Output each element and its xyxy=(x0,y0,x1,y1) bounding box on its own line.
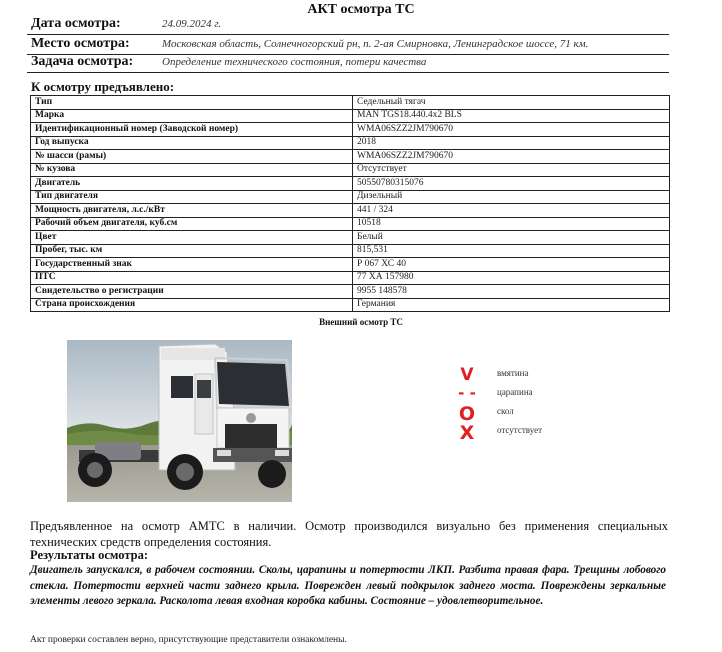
legend-item xyxy=(455,403,605,425)
spec-value: MAN TGS18.440.4x2 BLS xyxy=(353,109,670,123)
spec-value: Отсутствует xyxy=(353,163,670,177)
spec-value: WMA06SZZ2JM790670 xyxy=(353,123,670,137)
spec-key: Идентификационный номер (Заводской номер) xyxy=(31,123,353,137)
legend-label: скол xyxy=(497,406,514,416)
table-row xyxy=(31,190,670,204)
truck-photo xyxy=(67,340,292,502)
legend-label: отсутствует xyxy=(497,425,543,435)
spec-value: 2018 xyxy=(353,136,670,150)
spec-value: Дизельный xyxy=(353,190,670,204)
table-row xyxy=(31,150,670,164)
spec-key: ПТС xyxy=(31,271,353,285)
spec-key: Тип двигателя xyxy=(31,190,353,204)
spec-key: Цвет xyxy=(31,231,353,245)
table-row xyxy=(31,96,670,110)
header-label: Дата осмотра: xyxy=(31,16,121,31)
spec-value: Белый xyxy=(353,231,670,245)
spec-value: 441 / 324 xyxy=(353,204,670,218)
header-label: Задача осмотра: xyxy=(31,54,134,69)
chip-icon: O xyxy=(458,403,476,425)
legend-item xyxy=(455,365,605,383)
header-value: Определение технического состояния, потери качества xyxy=(162,56,427,68)
spec-key: Мощность двигателя, л.с./кВт xyxy=(31,204,353,218)
table-row xyxy=(31,123,670,137)
inspection-paragraph: Предъявленное на осмотр АМТС в наличии. Осмотр производился визуально без применения специальных технических средств определения состояния. xyxy=(30,519,668,549)
scratch-icon: - - xyxy=(458,384,476,402)
spec-value: 815,531 xyxy=(353,244,670,258)
document-title: АКТ осмотра ТС xyxy=(307,2,415,17)
legend-label: вмятина xyxy=(497,368,529,378)
header-row-date xyxy=(27,16,669,35)
spec-key: Свидетельство о регистрации xyxy=(31,285,353,299)
legend-label: царапина xyxy=(497,387,533,397)
spec-key: Государственный знак xyxy=(31,258,353,272)
spec-value: Германия xyxy=(353,298,670,312)
table-row xyxy=(31,177,670,191)
spec-key: Страна происхождения xyxy=(31,298,353,312)
table-row xyxy=(31,258,670,272)
table-row xyxy=(31,231,670,245)
spec-value: 10518 xyxy=(353,217,670,231)
spec-value: 50550780315076 xyxy=(353,177,670,191)
spec-value: 77 ХА 157980 xyxy=(353,271,670,285)
header-value: Московская область, Солнечногорский рн, п. 2-ая Смирновка, Ленинградское шоссе, 71 км. xyxy=(162,38,589,50)
spec-key: № кузова xyxy=(31,163,353,177)
table-row xyxy=(31,136,670,150)
spec-value: WMA06SZZ2JM790670 xyxy=(353,150,670,164)
legend-item xyxy=(455,384,605,402)
header-row-place xyxy=(27,36,669,55)
table-row xyxy=(31,109,670,123)
spec-key: Тип xyxy=(31,96,353,110)
spec-key: Марка xyxy=(31,109,353,123)
external-inspection-title: Внешний осмотр ТС xyxy=(319,317,403,327)
spec-key: Год выпуска xyxy=(31,136,353,150)
section-title: К осмотру предъявлено: xyxy=(31,79,175,94)
table-row xyxy=(31,271,670,285)
table-row xyxy=(31,285,670,299)
table-row xyxy=(31,244,670,258)
table-row xyxy=(31,217,670,231)
damage-legend xyxy=(455,365,605,445)
header-value: 24.09.2024 г. xyxy=(162,18,222,30)
dent-icon: V xyxy=(460,365,474,385)
missing-icon: X xyxy=(459,422,475,444)
legend-item xyxy=(455,422,605,444)
table-row xyxy=(31,298,670,312)
spec-value: 9955 148578 xyxy=(353,285,670,299)
spec-value: Р 067 ХС 40 xyxy=(353,258,670,272)
spec-table xyxy=(30,95,670,312)
spec-value: Седельный тягач xyxy=(353,96,670,110)
table-row xyxy=(31,204,670,218)
spec-key: Двигатель xyxy=(31,177,353,191)
results-title: Результаты осмотра: xyxy=(30,548,148,562)
table-row xyxy=(31,163,670,177)
spec-key: Рабочий объем двигателя, куб.см xyxy=(31,217,353,231)
header-label: Место осмотра: xyxy=(31,36,130,51)
header-row-task xyxy=(27,54,669,73)
footer-note: Акт проверки составлен верно, присутствующие представители ознакомлены. xyxy=(30,635,347,645)
spec-key: № шасси (рамы) xyxy=(31,150,353,164)
spec-key: Пробег, тыс. км xyxy=(31,244,353,258)
results-text: Двигатель запускался, в рабочем состоянии. Сколы, царапины и потертости ЛКП. Разбита правая фара. Трещины лобового стекла. Потертости верхней части заднего крыла. Поврежден левый подкрылок заднего моста. Повреждены зеркальные элементы левого зеркала. Расколота левая входная коробка кабины. Состояние – удовлетворительное. xyxy=(30,564,666,607)
